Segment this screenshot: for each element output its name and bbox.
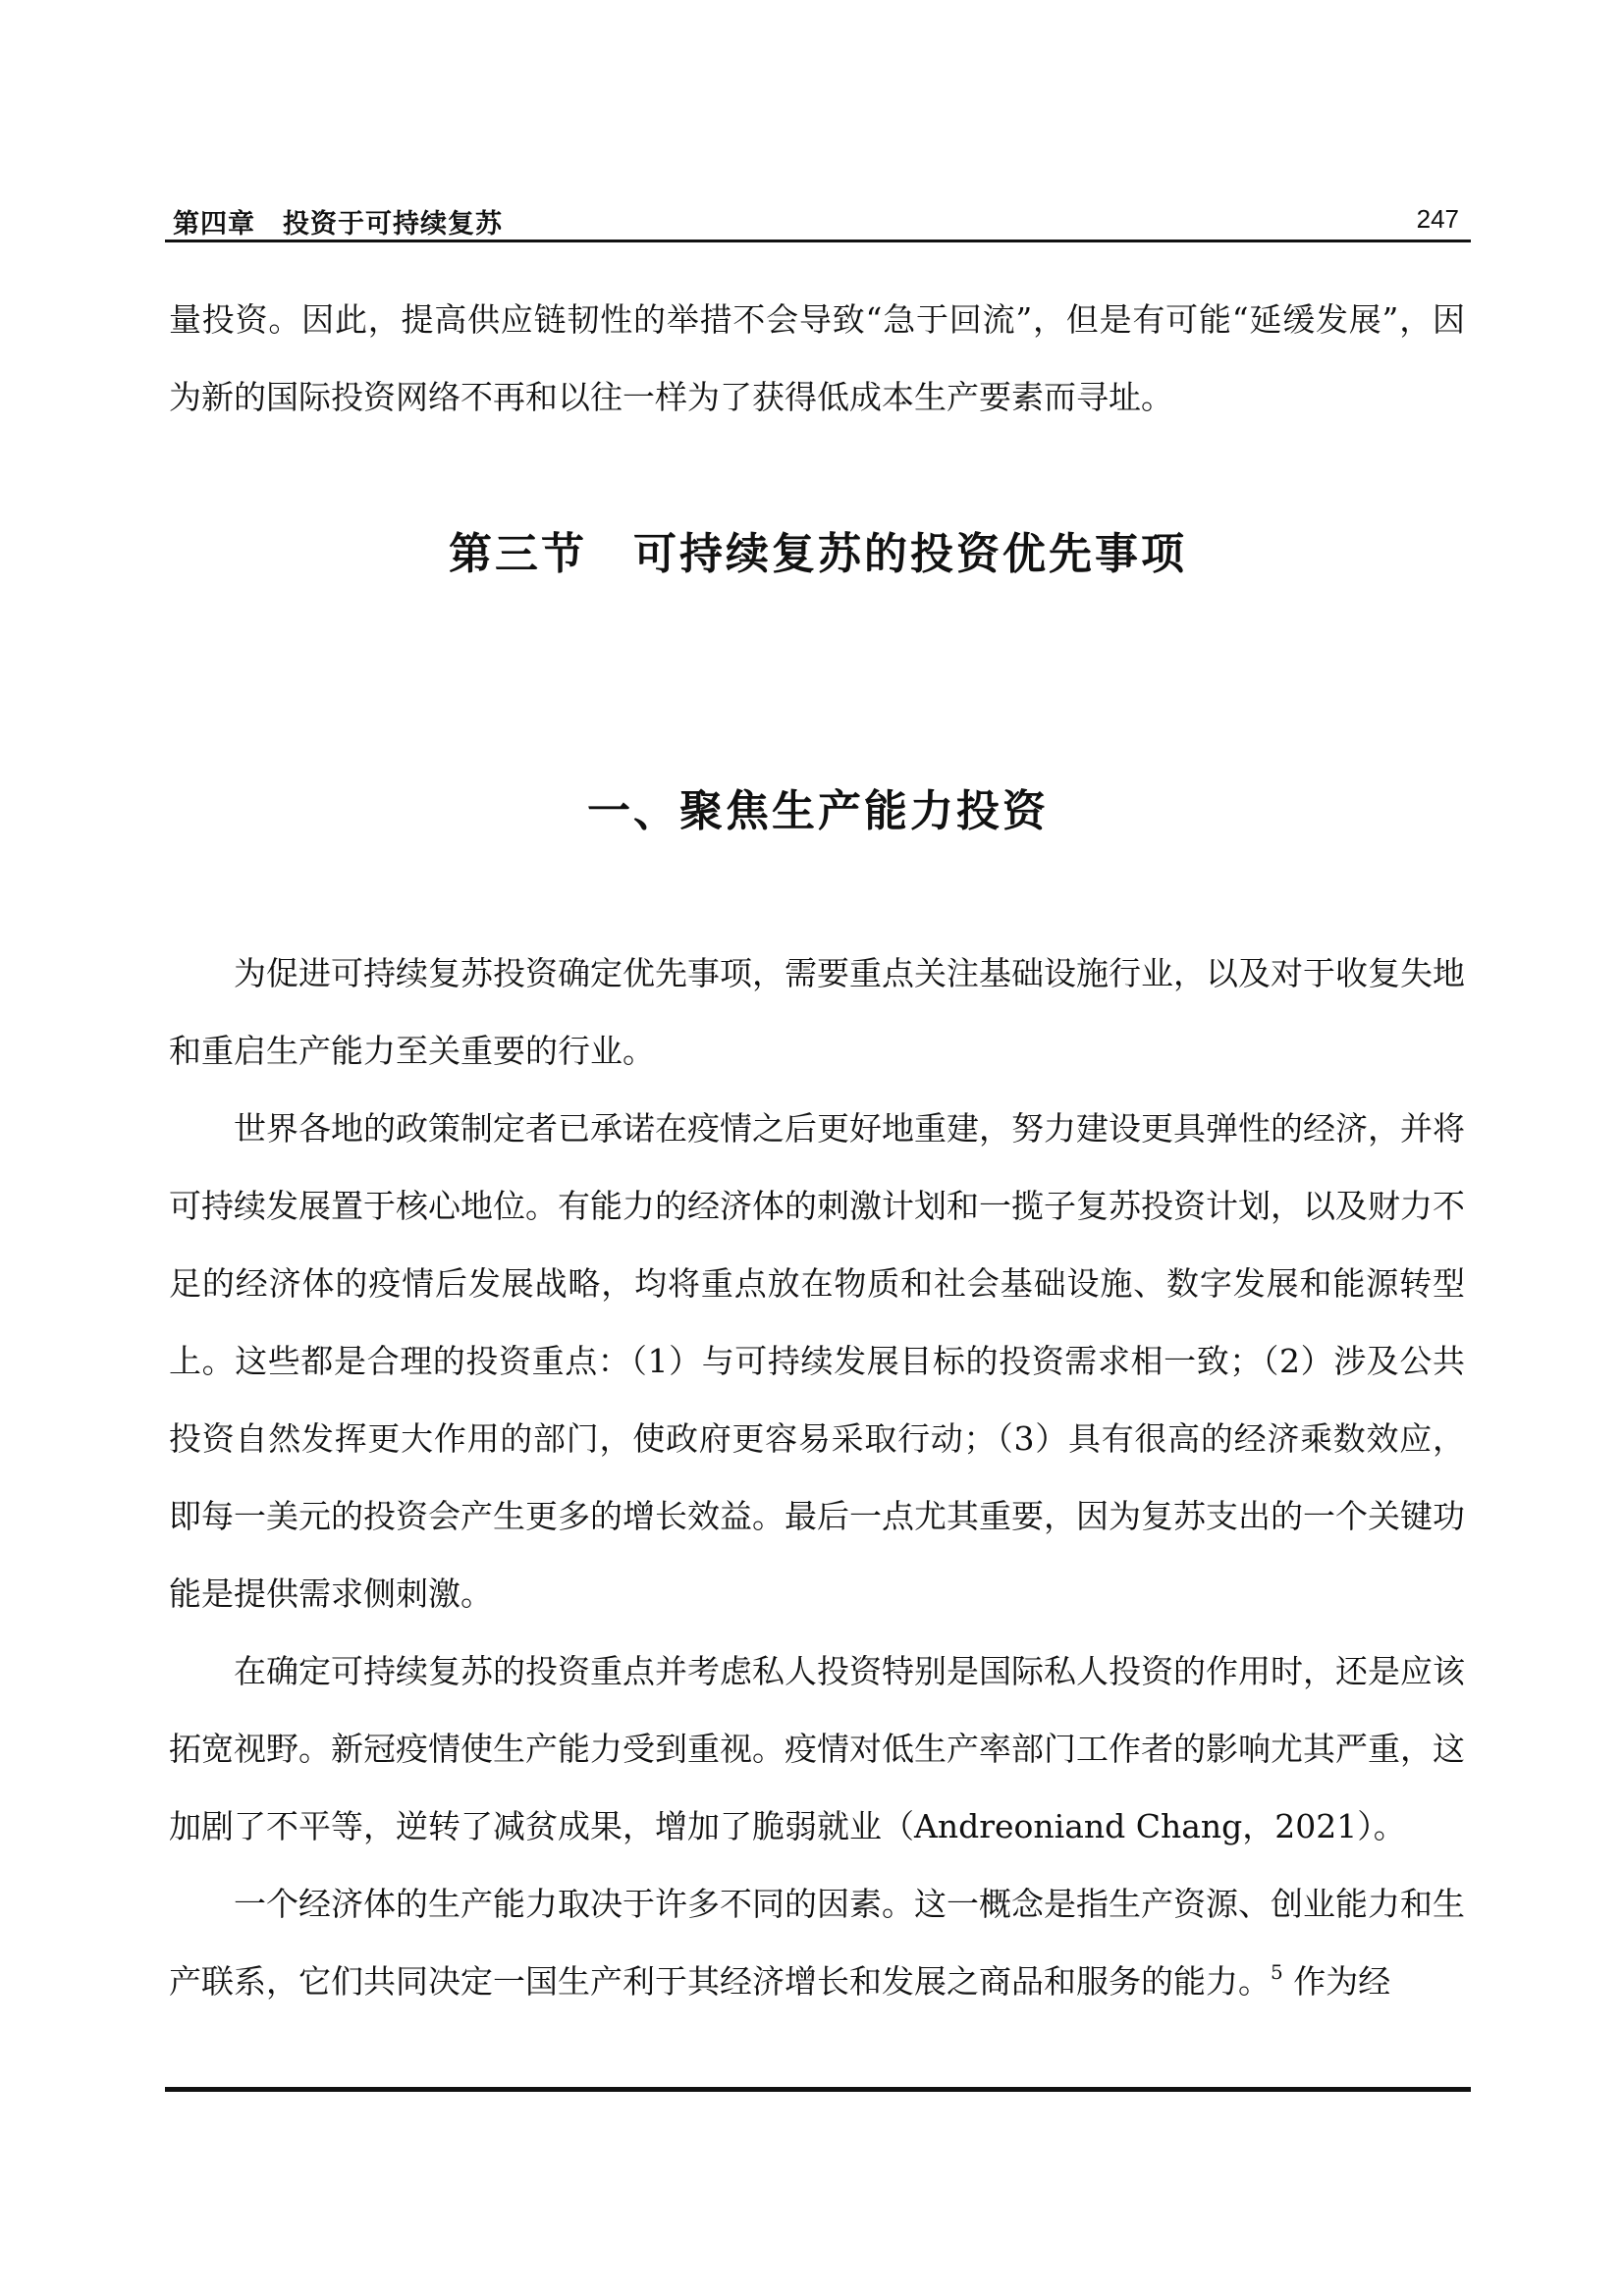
paragraph-4-continuation: 作为经: [1282, 1962, 1391, 2001]
paragraph-1: 为促进可持续复苏投资确定优先事项，需要重点关注基础设施行业，以及对于收复失地和重启生产能力至关重要的行业。: [169, 954, 1465, 1070]
chapter-title: 第四章 投资于可持续复苏: [173, 209, 503, 239]
footnote-marker[interactable]: 5: [1271, 1960, 1283, 1984]
footer-divider: [165, 2087, 1471, 2092]
running-header: [165, 194, 1471, 238]
paragraph-2: 世界各地的政策制定者已承诺在疫情之后更好地重建，努力建设更具弹性的经济，并将可持续发展置于核心地位。有能力的经济体的刺激计划和一揽子复苏投资计划，以及财力不足的经济体的疫情后发展战略，均将重点放在物质和社会基础设施、数字发展和能源转型上。这些都是合理的投资重点：（1）与可持续发展目标的投资需求相一致；（2）涉及公共投资自然发挥更大作用的部门，使政府更容易采取行动；（3）具有很高的经济乘数效应，即每一美元的投资会产生更多的增长效益。最后一点尤其重要，因为复苏支出的一个关键功能是提供需求侧刺激。: [169, 1109, 1465, 1613]
section-heading: 第三节 可持续复苏的投资优先事项: [449, 529, 1187, 579]
subsection-heading: 一、聚焦生产能力投资: [587, 786, 1049, 836]
continued-paragraph: 量投资。因此，提高供应链韧性的举措不会导致“急于回流”，但是有可能“延缓发展”，因为新的国际投资网络不再和以往一样为了获得低成本生产要素而寻址。: [169, 300, 1465, 416]
paragraph-4: [169, 1865, 1465, 2020]
paragraph-3: 在确定可持续复苏的投资重点并考虑私人投资特别是国际私人投资的作用时，还是应该拓宽视野。新冠疫情使生产能力受到重视。疫情对低生产率部门工作者的影响尤其严重，这加剧了不平等，逆转了减贫成果，增加了脆弱就业（Andreoniand Chang，2021）。: [169, 1652, 1465, 1845]
page-number: 247: [1416, 204, 1459, 234]
header-divider: [165, 240, 1471, 242]
paragraph-4-text: 一个经济体的生产能力取决于许多不同的因素。这一概念是指生产资源、创业能力和生产联系，它们共同决定一国生产利于其经济增长和发展之商品和服务的能力。: [169, 1885, 1465, 2001]
